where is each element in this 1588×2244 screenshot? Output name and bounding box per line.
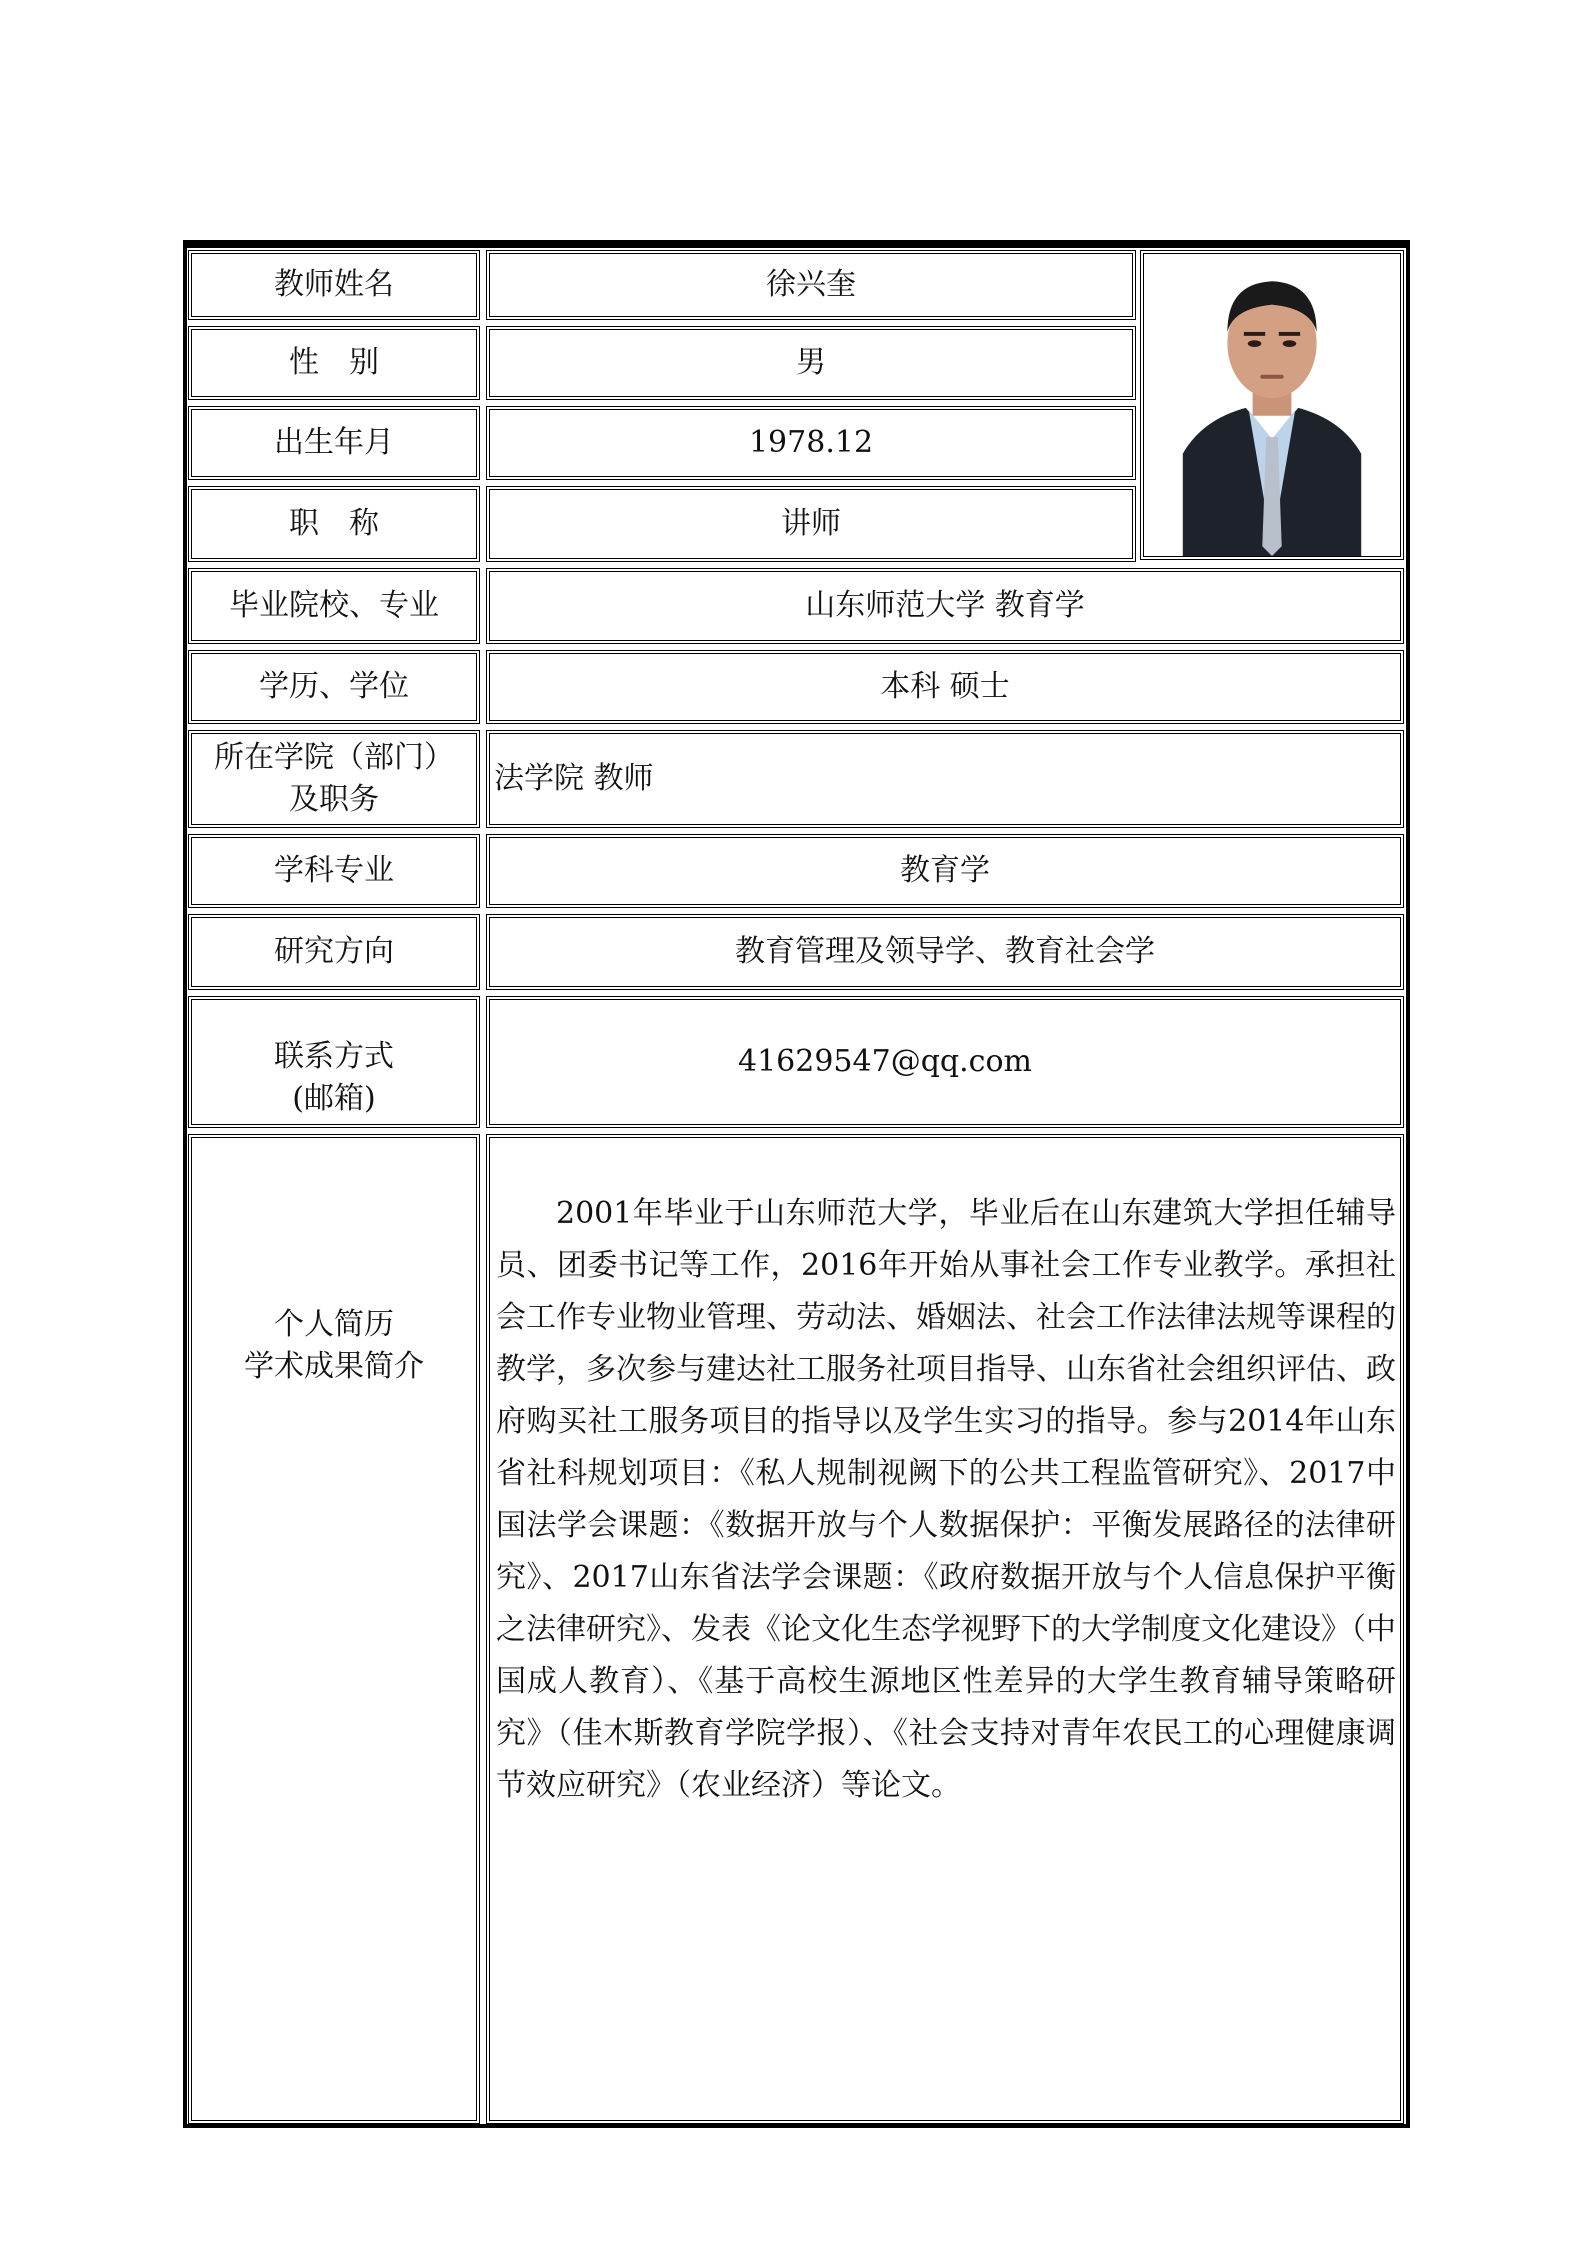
value-degree: 本科 硕士: [486, 650, 1404, 724]
label-bio-line1: 个人简历: [274, 1307, 394, 1342]
value-bio-cell: [486, 1134, 1404, 2124]
label-research: 研究方向: [188, 914, 480, 990]
label-degree: 学历、学位: [188, 650, 480, 724]
label-major: 学科专业: [188, 834, 480, 908]
value-school: 山东师范大学 教育学: [486, 568, 1404, 644]
value-contact: 41629547@qq.com: [486, 996, 1404, 1128]
label-bio: [188, 1134, 480, 2124]
value-major: 教育学: [486, 834, 1404, 908]
label-name: 教师姓名: [188, 250, 480, 320]
label-contact-line2: (邮箱): [292, 1081, 376, 1116]
bio-text: 2001年毕业于山东师范大学，毕业后在山东建筑大学担任辅导员、团委书记等工作，2016年开始从事社会工作专业教学。承担社会工作专业物业管理、劳动法、婚姻法、社会工作法律法规等课程的教学，多次参与建达社工服务社项目指导、山东省社会组织评估、政府购买社工服务项目的指导以及学生实习的指导。参与2014年山东省社科规划项目：《私人规制视阙下的公共工程监管研究》、2017中国法学会课题：《数据开放与个人数据保护：平衡发展路径的法律研究》、2017山东省法学会课题：《政府数据开放与个人信息保护平衡之法律研究》、发表《论文化生态学视野下的大学制度文化建设》（中国成人教育）、《基于高校生源地区性差异的大学生教育辅导策略研究》（佳木斯教育学院学报）、《社会支持对青年农民工的心理健康调节效应研究》（农业经济）等论文。: [496, 1196, 1396, 1803]
label-school: 毕业院校、专业: [188, 568, 480, 644]
label-birth: 出生年月: [188, 406, 480, 480]
label-gender: 性 别: [188, 326, 480, 400]
value-research: 教育管理及领导学、教育社会学: [486, 914, 1404, 990]
portrait-photo: [1140, 250, 1404, 560]
label-bio-line2: 学术成果简介: [244, 1349, 424, 1384]
label-contact: [188, 996, 480, 1128]
value-gender: 男: [486, 326, 1136, 400]
value-title: 讲师: [486, 486, 1136, 562]
value-dept: 法学院 教师: [486, 730, 1404, 828]
label-title: 职 称: [188, 486, 480, 562]
value-birth: 1978.12: [486, 406, 1136, 480]
label-dept: [188, 730, 480, 828]
portrait-icon: [1144, 254, 1400, 556]
label-dept-line1: 所在学院（部门）: [214, 740, 454, 775]
value-name: 徐兴奎: [486, 250, 1136, 320]
label-contact-line1: 联系方式: [274, 1039, 394, 1074]
label-dept-line2: 及职务: [289, 782, 379, 817]
